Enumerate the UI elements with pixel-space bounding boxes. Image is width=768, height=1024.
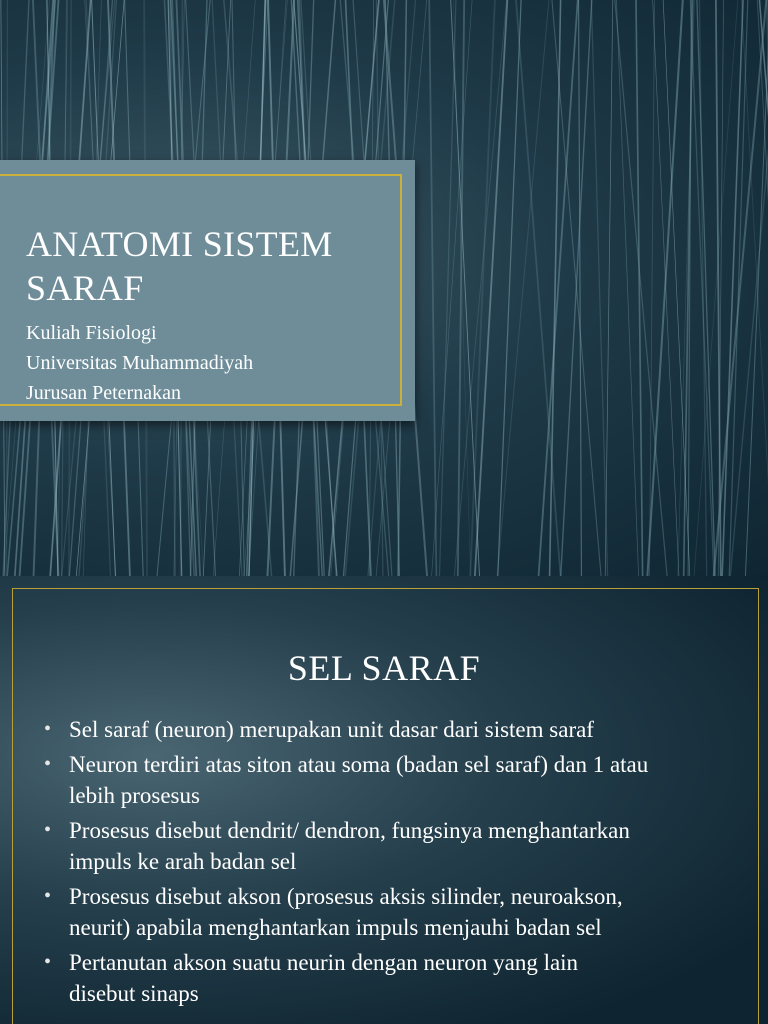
bullet-text: Sel saraf (neuron) merupakan unit dasar dari sistem saraf — [69, 717, 594, 742]
slide-title: SEL SARAF — [287, 648, 481, 688]
decorative-line — [497, 0, 521, 576]
decorative-line — [616, 0, 639, 576]
decorative-line — [716, 0, 721, 576]
title-line-1: ANATOMI SISTEM — [26, 224, 333, 264]
bullet-list — [42, 714, 722, 1013]
decorative-line — [636, 0, 643, 576]
decorative-line — [690, 0, 714, 576]
decorative-line — [538, 0, 579, 576]
decorative-line — [450, 0, 480, 576]
decorative-line — [652, 0, 679, 576]
subtitle-course: Kuliah Fisiologi — [26, 322, 157, 344]
bullet-item — [42, 815, 722, 877]
decorative-line — [458, 0, 465, 576]
decorative-line — [579, 0, 582, 576]
decorative-line — [429, 0, 436, 576]
bullet-text-continued: lebih prosesus — [69, 783, 200, 808]
decorative-line — [560, 0, 592, 576]
bullet-item — [42, 881, 722, 943]
subtitle-list — [26, 318, 253, 408]
bullet-item — [42, 947, 722, 1009]
bullet-text: Pertanutan akson suatu neurin dengan neuron yang lain — [69, 950, 579, 975]
subtitle-department: Jurusan Peternakan — [26, 382, 181, 404]
content-slide — [0, 576, 768, 1024]
bullet-text-continued: neurit) apabila menghantarkan impuls menjauhi badan sel — [69, 915, 602, 940]
decorative-line — [549, 0, 560, 576]
bullet-icon: • — [44, 718, 52, 740]
bullet-icon: • — [44, 753, 52, 775]
decorative-line — [431, 0, 473, 576]
bullet-text: Prosesus disebut dendrit/ dendron, fungsinya menghantarkan — [69, 818, 630, 843]
bullet-text: Neuron terdiri atas siton atau soma (badan sel saraf) dan 1 atau — [69, 752, 649, 777]
decorative-line — [605, 0, 613, 576]
bullet-item — [42, 749, 722, 811]
bullet-icon: • — [44, 951, 52, 973]
decorative-line — [439, 0, 456, 576]
title-line-2: SARAF — [26, 268, 144, 308]
bullet-text: Prosesus disebut akson (prosesus aksis silinder, neuroakson, — [69, 884, 623, 909]
bullet-item — [42, 714, 722, 745]
presentation-title — [26, 222, 396, 310]
subtitle-university: Universitas Muhammadiyah — [26, 352, 254, 374]
bullet-icon: • — [44, 885, 52, 907]
bullet-icon: • — [44, 819, 52, 841]
bullet-text-continued: impuls ke arah badan sel — [69, 849, 297, 874]
bullet-text-continued: disebut sinaps — [69, 981, 199, 1006]
